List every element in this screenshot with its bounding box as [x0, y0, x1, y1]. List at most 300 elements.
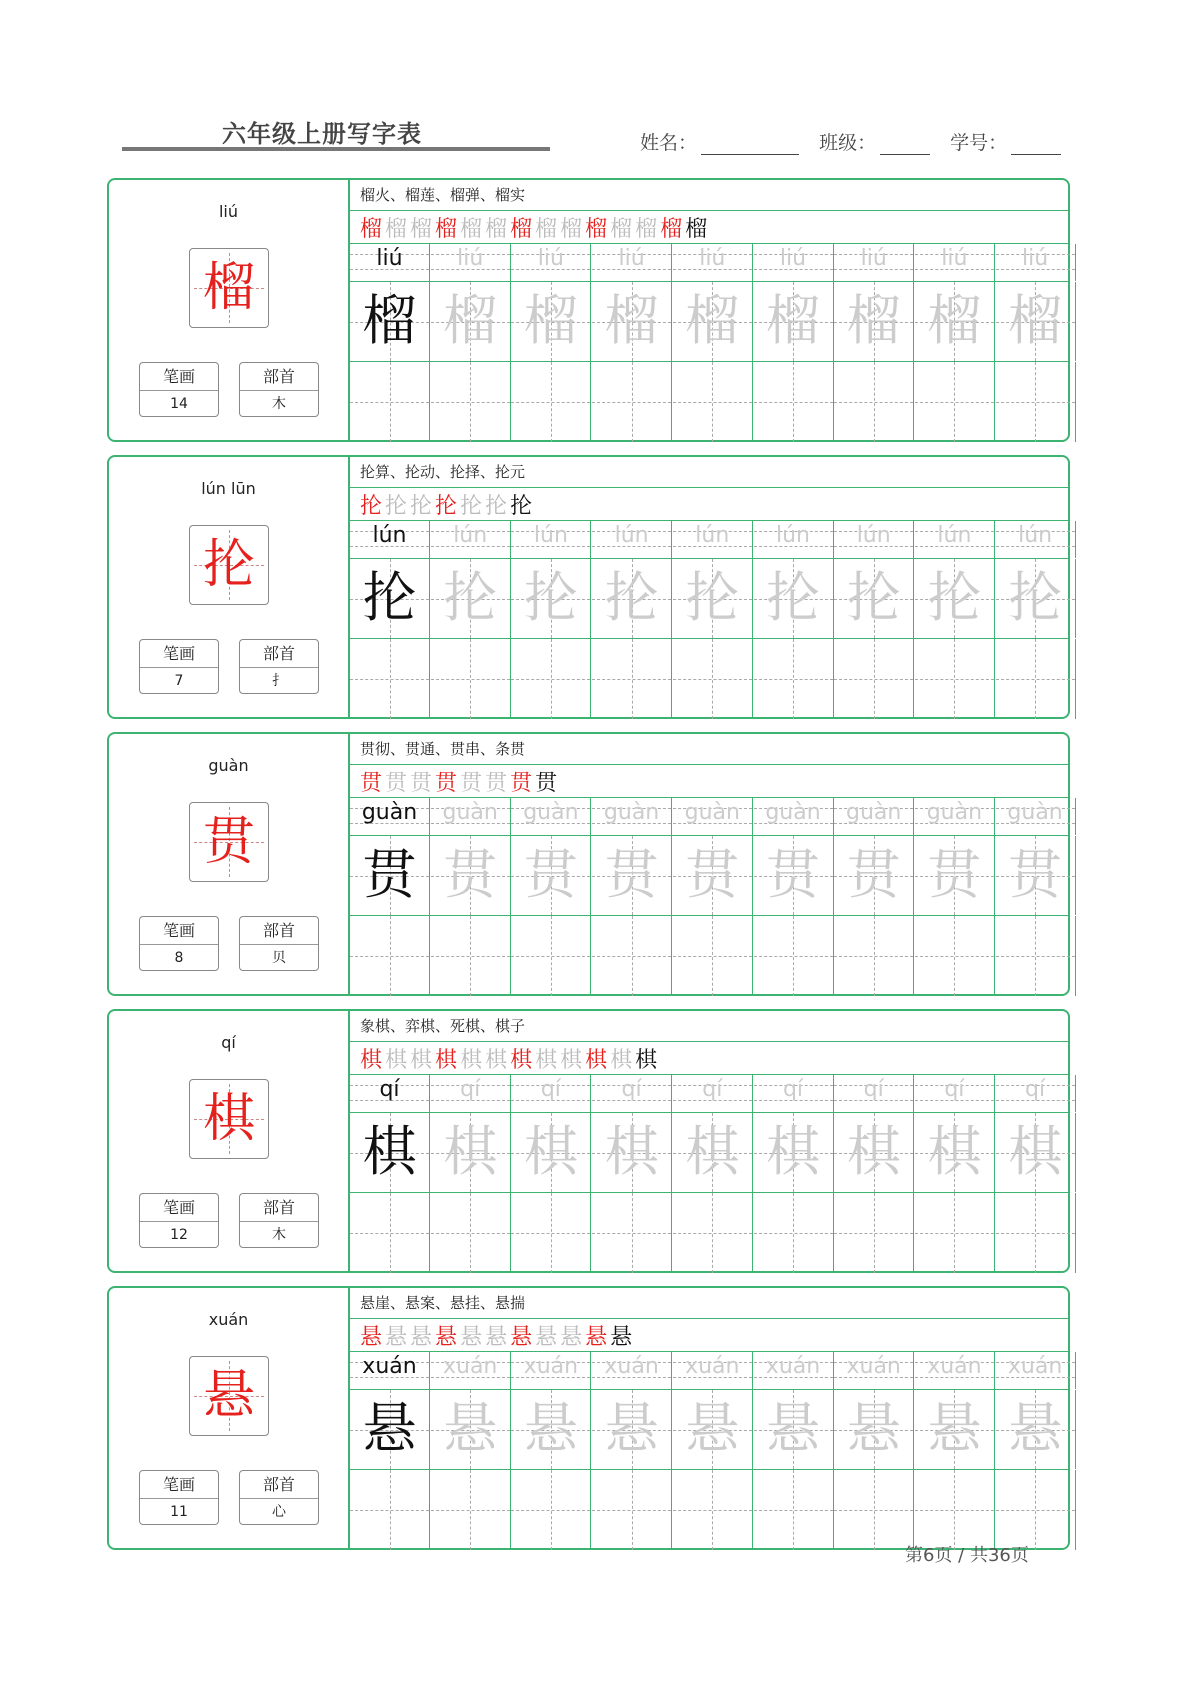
radical-box	[239, 362, 319, 417]
pinyin-cell	[754, 521, 834, 558]
practice-grid	[350, 180, 1068, 440]
writing-cell[interactable]	[350, 1470, 430, 1550]
char-trace: 榴	[846, 289, 901, 352]
radical-value: 木	[272, 396, 286, 412]
trace-cell	[511, 282, 591, 361]
trace-cell	[511, 1113, 591, 1192]
stroke-step: 榴	[385, 216, 408, 242]
stroke-step: 榴	[435, 216, 458, 242]
stroke-step: 抡	[410, 493, 433, 519]
writing-cell[interactable]	[834, 362, 914, 442]
stroke-count-value: 11	[170, 1504, 188, 1520]
pinyin-trace: lún	[614, 523, 649, 548]
char-trace: 贯	[685, 843, 740, 906]
pinyin-cell	[834, 1352, 914, 1389]
writing-cell[interactable]	[915, 916, 995, 996]
char-trace: 棋	[766, 1120, 820, 1183]
pinyin-cell	[754, 1075, 834, 1112]
char-trace: 抡	[523, 566, 578, 629]
stroke-count-box	[139, 639, 219, 694]
stroke-step: 抡	[435, 493, 458, 519]
char-trace: 悬	[766, 1397, 820, 1460]
pinyin-trace: liú	[779, 246, 807, 271]
writing-cell[interactable]	[754, 1193, 834, 1273]
pinyin-cell	[673, 798, 753, 835]
stroke-step: 悬	[535, 1324, 558, 1350]
radical-label: 部首	[240, 1194, 318, 1222]
pinyin-trace: lún	[1018, 523, 1053, 548]
name-label: 姓名：	[640, 132, 698, 154]
pinyin-trace: xuán	[927, 1354, 982, 1379]
pinyin-cell	[996, 244, 1076, 281]
stroke-step: 贯	[535, 770, 558, 796]
pinyin-cell	[915, 244, 995, 281]
stroke-count-label: 笔画	[140, 1471, 218, 1499]
char-model: 抡	[362, 566, 417, 629]
trace-cell	[673, 836, 753, 915]
stroke-order-row	[350, 211, 1068, 244]
character-info-panel	[109, 1288, 350, 1548]
pinyin-trace: xuán	[846, 1354, 901, 1379]
trace-cell	[915, 559, 995, 638]
pinyin-trace: liú	[860, 246, 887, 271]
stroke-step: 悬	[510, 1324, 533, 1350]
practice-grid	[350, 457, 1068, 717]
trace-cell	[996, 559, 1076, 638]
char-trace: 贯	[927, 843, 982, 906]
char-trace: 贯	[604, 843, 659, 906]
char-trace: 榴	[523, 289, 578, 352]
pinyin-cell	[834, 1075, 914, 1112]
pinyin-cell	[431, 1075, 511, 1112]
stroke-step: 悬	[385, 1324, 408, 1350]
class-label: 班级：	[819, 132, 877, 154]
pinyin-row	[350, 521, 1068, 559]
blank-row	[350, 1470, 1068, 1550]
pinyin-trace: liú	[941, 246, 968, 271]
writing-cell[interactable]	[834, 1193, 914, 1273]
pinyin-cell	[915, 1352, 995, 1389]
pinyin-cell	[511, 521, 591, 558]
writing-cell[interactable]	[431, 362, 511, 442]
pinyin-trace: xuán	[1007, 1354, 1063, 1379]
char-display: 悬	[202, 1366, 255, 1426]
pinyin-cell	[592, 521, 672, 558]
stroke-step: 悬	[560, 1324, 583, 1350]
radical-label: 部首	[240, 1471, 318, 1499]
writing-cell[interactable]	[592, 1470, 672, 1550]
trace-cell	[350, 282, 430, 361]
stroke-step: 榴	[460, 216, 483, 242]
stroke-step: 榴	[560, 216, 583, 242]
writing-cell[interactable]	[350, 916, 430, 996]
pinyin-trace: qí	[863, 1077, 884, 1102]
pinyin-model: guàn	[361, 800, 418, 825]
char-trace: 贯	[523, 843, 578, 906]
radical-label: 部首	[240, 640, 318, 668]
char-trace: 悬	[604, 1397, 659, 1460]
blank-row	[350, 362, 1068, 442]
char-trace: 抡	[766, 566, 820, 629]
writing-cell[interactable]	[592, 1193, 672, 1273]
pinyin-cell	[754, 244, 834, 281]
writing-cell[interactable]	[915, 639, 995, 719]
stroke-order-row	[350, 488, 1068, 521]
radical-value: 心	[272, 1504, 286, 1520]
pinyin-trace: guàn	[684, 800, 740, 825]
stroke-step: 悬	[610, 1324, 633, 1350]
char-trace: 悬	[443, 1397, 498, 1460]
trace-cell	[834, 559, 914, 638]
pinyin-cell	[350, 244, 430, 281]
trace-cell	[996, 282, 1076, 361]
writing-cell[interactable]	[754, 362, 834, 442]
writing-cell[interactable]	[673, 362, 753, 442]
writing-cell[interactable]	[350, 362, 430, 442]
writing-cell[interactable]	[915, 362, 995, 442]
char-trace: 悬	[1008, 1397, 1063, 1460]
pinyin-trace: xuán	[604, 1354, 659, 1379]
pinyin-trace: liú	[457, 246, 484, 271]
trace-cell	[511, 836, 591, 915]
writing-cell[interactable]	[996, 916, 1076, 996]
stroke-step: 榴	[510, 216, 533, 242]
pinyin-cell	[350, 1075, 430, 1112]
writing-cell[interactable]	[673, 639, 753, 719]
blank-row	[350, 916, 1068, 996]
stroke-step: 棋	[360, 1047, 383, 1073]
pinyin-cell	[592, 244, 672, 281]
radical-box	[239, 639, 319, 694]
trace-cell	[350, 559, 430, 638]
pinyin-trace: lún	[695, 523, 730, 548]
pinyin-trace: lún	[937, 523, 972, 548]
char-model: 悬	[362, 1397, 417, 1460]
char-pinyin: lún lūn	[201, 479, 256, 498]
pinyin-cell	[673, 1352, 753, 1389]
writing-cell[interactable]	[996, 362, 1076, 442]
writing-cell[interactable]	[834, 1470, 914, 1550]
pinyin-trace: liú	[699, 246, 726, 271]
writing-cell[interactable]	[431, 639, 511, 719]
writing-cell[interactable]	[511, 639, 591, 719]
stroke-step: 贯	[510, 770, 533, 796]
id-label: 学号：	[950, 132, 1008, 154]
writing-cell[interactable]	[511, 1193, 591, 1273]
char-display-box	[189, 1356, 269, 1436]
char-trace: 榴	[766, 289, 820, 352]
stroke-step: 悬	[460, 1324, 483, 1350]
trace-cell	[350, 836, 430, 915]
writing-cell[interactable]	[834, 639, 914, 719]
pinyin-trace: guàn	[846, 800, 902, 825]
stroke-step: 抡	[385, 493, 408, 519]
pinyin-model: lún	[372, 523, 407, 548]
pinyin-trace: qí	[702, 1077, 723, 1102]
pinyin-cell	[996, 798, 1076, 835]
pinyin-cell	[915, 1075, 995, 1112]
trace-row	[350, 282, 1068, 362]
example-words: 榴火、榴莲、榴弹、榴实	[350, 180, 1068, 211]
char-trace: 棋	[443, 1120, 498, 1183]
pinyin-trace: guàn	[603, 800, 660, 825]
stroke-count-label: 笔画	[140, 1194, 218, 1222]
stroke-step: 悬	[485, 1324, 508, 1350]
class-blank[interactable]	[880, 136, 930, 155]
trace-cell	[915, 836, 995, 915]
writing-cell[interactable]	[592, 362, 672, 442]
char-trace: 棋	[604, 1120, 659, 1183]
pinyin-trace: lún	[533, 523, 568, 548]
stroke-step: 棋	[510, 1047, 533, 1073]
writing-cell[interactable]	[592, 639, 672, 719]
trace-cell	[754, 836, 834, 915]
pinyin-cell	[511, 1352, 591, 1389]
radical-label: 部首	[240, 917, 318, 945]
writing-cell[interactable]	[431, 916, 511, 996]
stroke-step: 悬	[410, 1324, 433, 1350]
writing-cell[interactable]	[673, 1193, 753, 1273]
char-trace: 贯	[846, 843, 901, 906]
pinyin-cell	[834, 798, 914, 835]
trace-cell	[350, 1390, 430, 1469]
pinyin-cell	[350, 521, 430, 558]
stroke-order-row	[350, 1042, 1068, 1075]
writing-cell[interactable]	[754, 639, 834, 719]
writing-cell[interactable]	[834, 916, 914, 996]
pinyin-model: xuán	[362, 1354, 417, 1379]
pinyin-cell	[915, 798, 995, 835]
pinyin-trace: guàn	[1007, 800, 1063, 825]
trace-cell	[431, 836, 511, 915]
page-number: 第6页 / 共36页	[905, 1545, 1029, 1566]
char-model: 榴	[362, 289, 417, 352]
trace-cell	[754, 1390, 834, 1469]
stroke-count-box	[139, 1193, 219, 1248]
id-field[interactable]	[950, 128, 1061, 155]
pinyin-trace: qí	[944, 1077, 965, 1102]
character-info-panel	[109, 734, 350, 994]
trace-cell	[673, 1390, 753, 1469]
stroke-step: 悬	[360, 1324, 383, 1350]
pinyin-cell	[673, 521, 753, 558]
writing-cell[interactable]	[511, 916, 591, 996]
writing-cell[interactable]	[431, 1193, 511, 1273]
stroke-count-value: 12	[170, 1227, 188, 1243]
stroke-step: 棋	[435, 1047, 458, 1073]
stroke-step: 抡	[510, 493, 533, 519]
stroke-count-label: 笔画	[140, 917, 218, 945]
trace-cell	[431, 1113, 511, 1192]
pinyin-cell	[592, 1075, 672, 1112]
trace-row	[350, 1390, 1068, 1470]
writing-cell[interactable]	[754, 1470, 834, 1550]
trace-cell	[915, 1113, 995, 1192]
pinyin-trace: liú	[1022, 246, 1049, 271]
character-card	[107, 1286, 1070, 1550]
trace-cell	[511, 559, 591, 638]
char-model: 贯	[362, 843, 417, 906]
stroke-step: 抡	[360, 493, 383, 519]
stroke-step: 抡	[460, 493, 483, 519]
writing-cell[interactable]	[996, 1193, 1076, 1273]
char-trace: 榴	[685, 289, 740, 352]
pinyin-cell	[996, 521, 1076, 558]
trace-cell	[834, 1113, 914, 1192]
pinyin-trace: lún	[453, 523, 488, 548]
pinyin-cell	[431, 521, 511, 558]
pinyin-trace: xuán	[765, 1354, 821, 1379]
trace-cell	[834, 1390, 914, 1469]
pinyin-cell	[431, 798, 511, 835]
radical-label: 部首	[240, 363, 318, 391]
writing-cell[interactable]	[592, 916, 672, 996]
writing-cell[interactable]	[996, 1470, 1076, 1550]
writing-cell[interactable]	[511, 1470, 591, 1550]
pinyin-row	[350, 1075, 1068, 1113]
name-field[interactable]	[640, 128, 799, 155]
writing-cell[interactable]	[350, 639, 430, 719]
stroke-step: 棋	[585, 1047, 608, 1073]
pinyin-trace: xuán	[685, 1354, 740, 1379]
stroke-step: 抡	[485, 493, 508, 519]
pinyin-trace: qí	[1025, 1077, 1046, 1102]
stroke-step: 榴	[585, 216, 608, 242]
stroke-step: 贯	[360, 770, 383, 796]
char-trace: 榴	[604, 289, 659, 352]
radical-box	[239, 916, 319, 971]
writing-cell[interactable]	[431, 1470, 511, 1550]
pinyin-trace: guàn	[926, 800, 983, 825]
writing-cell[interactable]	[996, 639, 1076, 719]
radical-value: 贝	[272, 950, 286, 966]
char-pinyin: qí	[221, 1033, 236, 1052]
writing-cell[interactable]	[511, 362, 591, 442]
pinyin-row	[350, 798, 1068, 836]
char-trace: 抡	[846, 566, 901, 629]
stroke-step: 榴	[360, 216, 383, 242]
stroke-step: 贯	[435, 770, 458, 796]
char-trace: 悬	[523, 1397, 578, 1460]
trace-cell	[592, 1390, 672, 1469]
pinyin-cell	[592, 1352, 672, 1389]
pinyin-trace: qí	[782, 1077, 804, 1102]
stroke-count-value: 14	[170, 396, 188, 412]
stroke-order-row	[350, 1319, 1068, 1352]
id-blank[interactable]	[1011, 136, 1061, 155]
stroke-step: 榴	[410, 216, 433, 242]
stroke-count-box	[139, 916, 219, 971]
pinyin-cell	[915, 521, 995, 558]
stroke-count-value: 7	[174, 673, 184, 689]
char-trace: 榴	[443, 289, 498, 352]
trace-cell	[834, 836, 914, 915]
stroke-step: 棋	[635, 1047, 658, 1073]
stroke-count-label: 笔画	[140, 640, 218, 668]
trace-cell	[592, 559, 672, 638]
stroke-step: 榴	[535, 216, 558, 242]
pinyin-trace: lún	[856, 523, 891, 548]
stroke-step: 悬	[585, 1324, 608, 1350]
pinyin-cell	[834, 244, 914, 281]
radical-value: 木	[272, 1227, 286, 1243]
stroke-step: 棋	[410, 1047, 433, 1073]
character-card	[107, 1009, 1070, 1273]
pinyin-row	[350, 1352, 1068, 1390]
blank-row	[350, 1193, 1068, 1273]
char-trace: 悬	[927, 1397, 982, 1460]
pinyin-cell	[431, 244, 511, 281]
radical-box	[239, 1193, 319, 1248]
trace-cell	[834, 282, 914, 361]
trace-cell	[754, 282, 834, 361]
char-trace: 悬	[846, 1397, 901, 1460]
char-pinyin: liú	[218, 202, 239, 221]
pinyin-trace: qí	[460, 1077, 481, 1102]
practice-grid	[350, 734, 1068, 994]
character-info-panel	[109, 1011, 350, 1271]
class-field[interactable]	[819, 128, 930, 155]
trace-cell	[431, 559, 511, 638]
pinyin-cell	[511, 1075, 591, 1112]
pinyin-trace: qí	[621, 1077, 642, 1102]
radical-value: 扌	[272, 673, 286, 689]
stroke-order-row	[350, 765, 1068, 798]
stroke-count-box	[139, 362, 219, 417]
pinyin-row	[350, 244, 1068, 282]
name-blank[interactable]	[701, 136, 799, 155]
stroke-step: 榴	[685, 216, 708, 242]
trace-cell	[592, 836, 672, 915]
char-trace: 榴	[927, 289, 982, 352]
pinyin-cell	[754, 1352, 834, 1389]
writing-cell[interactable]	[754, 916, 834, 996]
writing-cell[interactable]	[915, 1193, 995, 1273]
pinyin-trace: guàn	[523, 800, 579, 825]
trace-cell	[511, 1390, 591, 1469]
pinyin-model: liú	[376, 246, 403, 271]
char-trace: 榴	[1008, 289, 1063, 352]
practice-grid	[350, 1288, 1068, 1548]
trace-cell	[592, 282, 672, 361]
trace-cell	[350, 1113, 430, 1192]
example-words: 抡算、抡动、抡择、抡元	[350, 457, 1068, 488]
stroke-step: 棋	[485, 1047, 508, 1073]
pinyin-cell	[431, 1352, 511, 1389]
example-words: 象棋、弈棋、死棋、棋子	[350, 1011, 1068, 1042]
writing-cell[interactable]	[350, 1193, 430, 1273]
stroke-step: 棋	[560, 1047, 583, 1073]
stroke-step: 悬	[435, 1324, 458, 1350]
stroke-count-box	[139, 1470, 219, 1525]
pinyin-cell	[996, 1352, 1076, 1389]
pinyin-cell	[673, 1075, 753, 1112]
char-trace: 棋	[685, 1120, 740, 1183]
writing-cell[interactable]	[915, 1470, 995, 1550]
stroke-step: 榴	[635, 216, 658, 242]
writing-cell[interactable]	[673, 916, 753, 996]
trace-row	[350, 836, 1068, 916]
pinyin-trace: guàn	[442, 800, 498, 825]
writing-cell[interactable]	[673, 1470, 753, 1550]
char-trace: 贯	[443, 843, 498, 906]
stroke-step: 榴	[485, 216, 508, 242]
character-card	[107, 455, 1070, 719]
char-pinyin: xuán	[208, 1310, 249, 1329]
pinyin-cell	[511, 244, 591, 281]
char-display: 贯	[202, 812, 255, 872]
trace-row	[350, 559, 1068, 639]
